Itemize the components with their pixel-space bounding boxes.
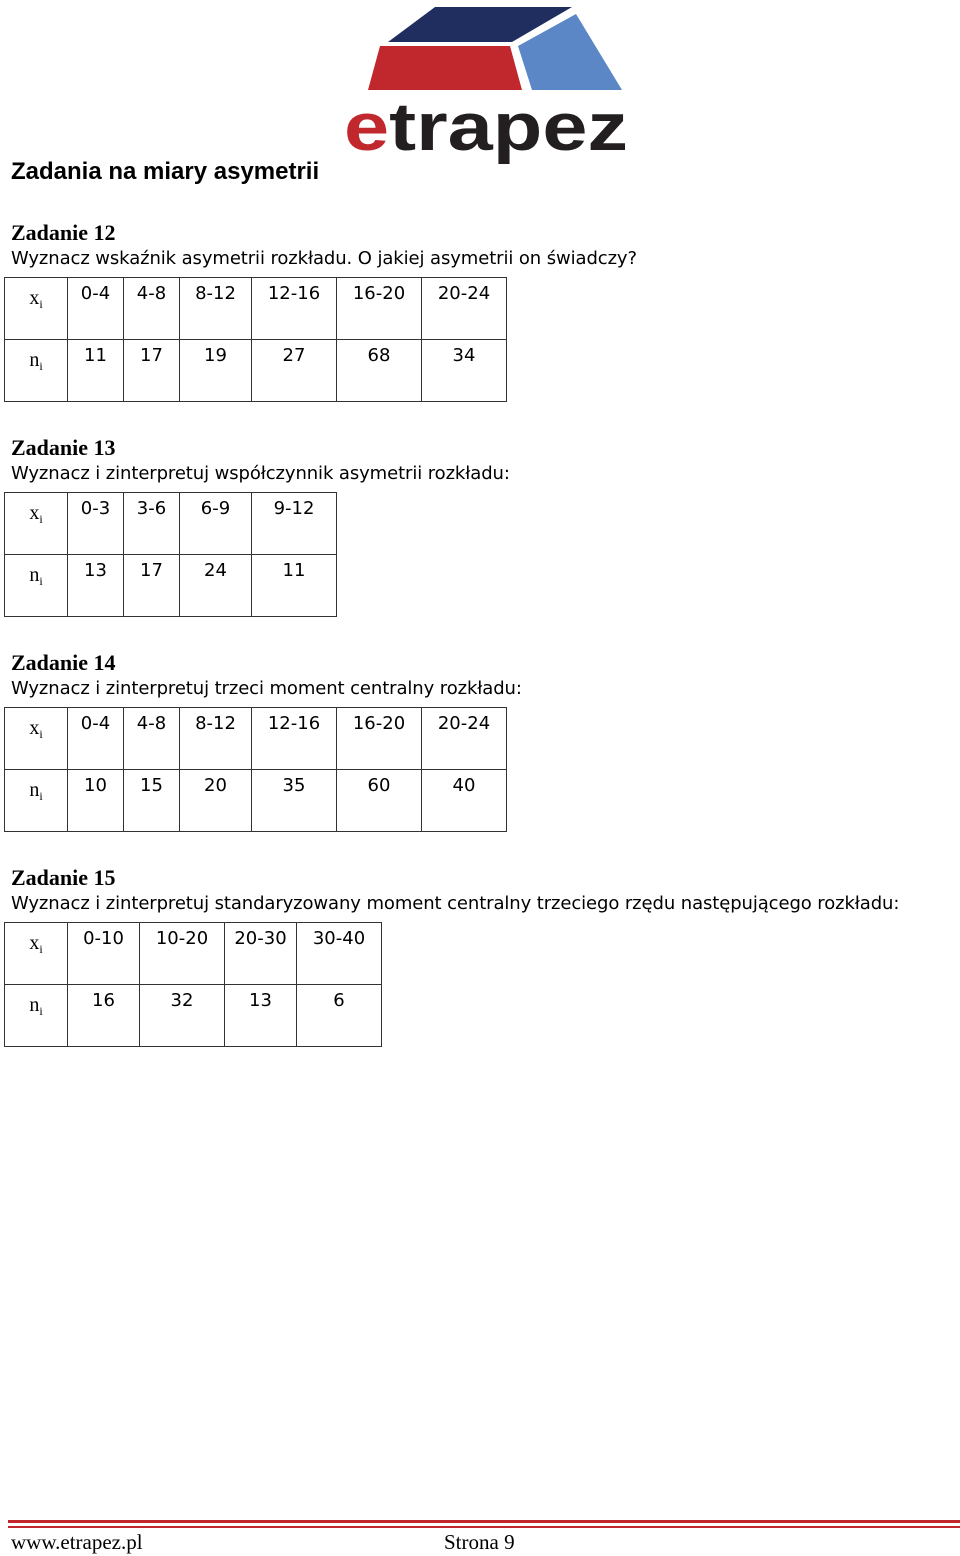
x-cell (337, 708, 422, 770)
x-value: 20-30 (234, 928, 287, 949)
n-cell (297, 985, 382, 1047)
n-value: 17 (140, 560, 163, 581)
x-value: 12-16 (267, 713, 321, 734)
n-row (5, 555, 337, 617)
task-heading: Zadanie 12 (11, 220, 116, 245)
page-title: Zadania na miary asymetrii (11, 158, 320, 185)
n-label-cell (5, 770, 68, 832)
x-value: 3-6 (136, 498, 167, 519)
logo-trapezoid-red (368, 46, 522, 90)
task-heading: Zadanie 13 (11, 435, 116, 460)
x-cell (68, 923, 140, 985)
task-instruction: Wyznacz wskaźnik asymetrii rozkładu. O jakiej asymetrii on świadczy? (11, 248, 637, 269)
subscript-i: i (39, 1004, 43, 1018)
n-value: 34 (452, 345, 476, 366)
n-value: 20 (204, 775, 227, 796)
n-cell (68, 555, 124, 617)
n-value: 24 (204, 560, 227, 581)
n-label-cell (5, 340, 68, 402)
subscript-i: i (39, 512, 43, 526)
n-row (5, 985, 382, 1047)
subscript-i: i (39, 297, 43, 311)
n-value: 6 (333, 990, 345, 1011)
n-cell (124, 340, 180, 402)
x-cell (68, 278, 124, 340)
n-cell (252, 555, 337, 617)
n-cell (337, 770, 422, 832)
subscript-i: i (39, 359, 43, 373)
x-cell (180, 708, 252, 770)
n-cell (422, 770, 507, 832)
x-cell (140, 923, 225, 985)
distribution-table (4, 707, 507, 832)
n-label: n (29, 349, 40, 371)
x-value: 4-8 (136, 713, 167, 734)
x-value: 16-20 (352, 713, 406, 734)
n-cell (180, 555, 252, 617)
subscript-i: i (39, 789, 43, 803)
n-value: 16 (92, 990, 115, 1011)
x-cell (180, 493, 252, 555)
x-value: 10-20 (155, 928, 209, 949)
subscript-i: i (39, 942, 43, 956)
x-value: 8-12 (195, 713, 236, 734)
x-row (5, 278, 507, 340)
x-value: 16-20 (352, 283, 406, 304)
x-label: x (29, 717, 40, 739)
footer-divider (8, 1520, 960, 1523)
x-row (5, 708, 507, 770)
x-label: x (29, 502, 40, 524)
subscript-i: i (39, 574, 43, 588)
task-heading: Zadanie 15 (11, 865, 116, 890)
n-value: 13 (84, 560, 107, 581)
x-label: x (29, 932, 40, 954)
x-cell (68, 708, 124, 770)
x-value: 0-4 (80, 283, 111, 304)
x-value: 12-16 (267, 283, 321, 304)
n-cell (252, 770, 337, 832)
x-cell (180, 278, 252, 340)
x-cell (252, 278, 337, 340)
x-value: 0-3 (80, 498, 111, 519)
distribution-table (4, 277, 507, 402)
x-label: x (29, 287, 40, 309)
n-label: n (29, 994, 40, 1016)
x-label-cell (5, 708, 68, 770)
n-cell (337, 340, 422, 402)
n-value: 13 (249, 990, 272, 1011)
n-label-cell (5, 555, 68, 617)
n-cell (422, 340, 507, 402)
n-value: 10 (84, 775, 107, 796)
logo-e: e (344, 89, 382, 165)
n-cell (68, 340, 124, 402)
x-cell (225, 923, 297, 985)
x-label-cell (5, 493, 68, 555)
x-cell (252, 493, 337, 555)
x-value: 30-40 (312, 928, 366, 949)
n-cell (68, 770, 124, 832)
n-value: 32 (170, 990, 194, 1011)
n-cell (68, 985, 140, 1047)
n-cell (140, 985, 225, 1047)
n-cell (124, 770, 180, 832)
n-label: n (29, 779, 40, 801)
x-value: 0-4 (80, 713, 111, 734)
logo-wordmark (344, 89, 628, 165)
x-value: 20-24 (437, 283, 491, 304)
logo-trapez: trapez (389, 89, 590, 165)
x-cell (124, 278, 180, 340)
page-number: Strona 9 (444, 1530, 515, 1554)
footer-divider (8, 1526, 960, 1528)
n-value: 68 (367, 345, 391, 366)
task-instruction: Wyznacz i zinterpretuj trzeci moment centralny rozkładu: (11, 678, 522, 699)
n-value: 35 (282, 775, 306, 796)
x-label-cell (5, 923, 68, 985)
n-label-cell (5, 985, 68, 1047)
x-value: 4-8 (136, 283, 167, 304)
x-cell (337, 278, 422, 340)
x-cell (68, 493, 124, 555)
n-value: 27 (282, 345, 306, 366)
n-value: 40 (452, 775, 476, 796)
n-cell (252, 340, 337, 402)
n-value: 15 (140, 775, 163, 796)
n-row (5, 340, 507, 402)
n-cell (180, 770, 252, 832)
distribution-table (4, 922, 382, 1047)
task-instruction: Wyznacz i zinterpretuj standaryzowany moment centralny trzeciego rzędu następującego rozkładu: (11, 893, 900, 914)
n-row (5, 770, 507, 832)
task-instruction: Wyznacz i zinterpretuj współczynnik asymetrii rozkładu: (11, 463, 510, 484)
x-row (5, 923, 382, 985)
x-cell (422, 708, 507, 770)
x-cell (252, 708, 337, 770)
x-cell (422, 278, 507, 340)
n-label: n (29, 564, 40, 586)
x-label-cell (5, 278, 68, 340)
x-row (5, 493, 337, 555)
n-value: 17 (140, 345, 163, 366)
x-cell (124, 708, 180, 770)
footer-url: www.etrapez.pl (11, 1530, 143, 1554)
etrapez-logo (340, 6, 640, 166)
x-cell (297, 923, 382, 985)
subscript-i: i (39, 727, 43, 741)
n-value: 60 (367, 775, 391, 796)
n-value: 11 (84, 345, 107, 366)
x-value: 0-10 (83, 928, 124, 949)
n-cell (225, 985, 297, 1047)
x-value: 20-24 (437, 713, 491, 734)
n-value: 11 (282, 560, 306, 581)
x-value: 6-9 (200, 498, 231, 519)
n-value: 19 (204, 345, 227, 366)
distribution-table (4, 492, 337, 617)
n-cell (180, 340, 252, 402)
task-heading: Zadanie 14 (11, 650, 116, 675)
x-cell (124, 493, 180, 555)
x-value: 9-12 (273, 498, 315, 519)
n-cell (124, 555, 180, 617)
x-value: 8-12 (195, 283, 236, 304)
